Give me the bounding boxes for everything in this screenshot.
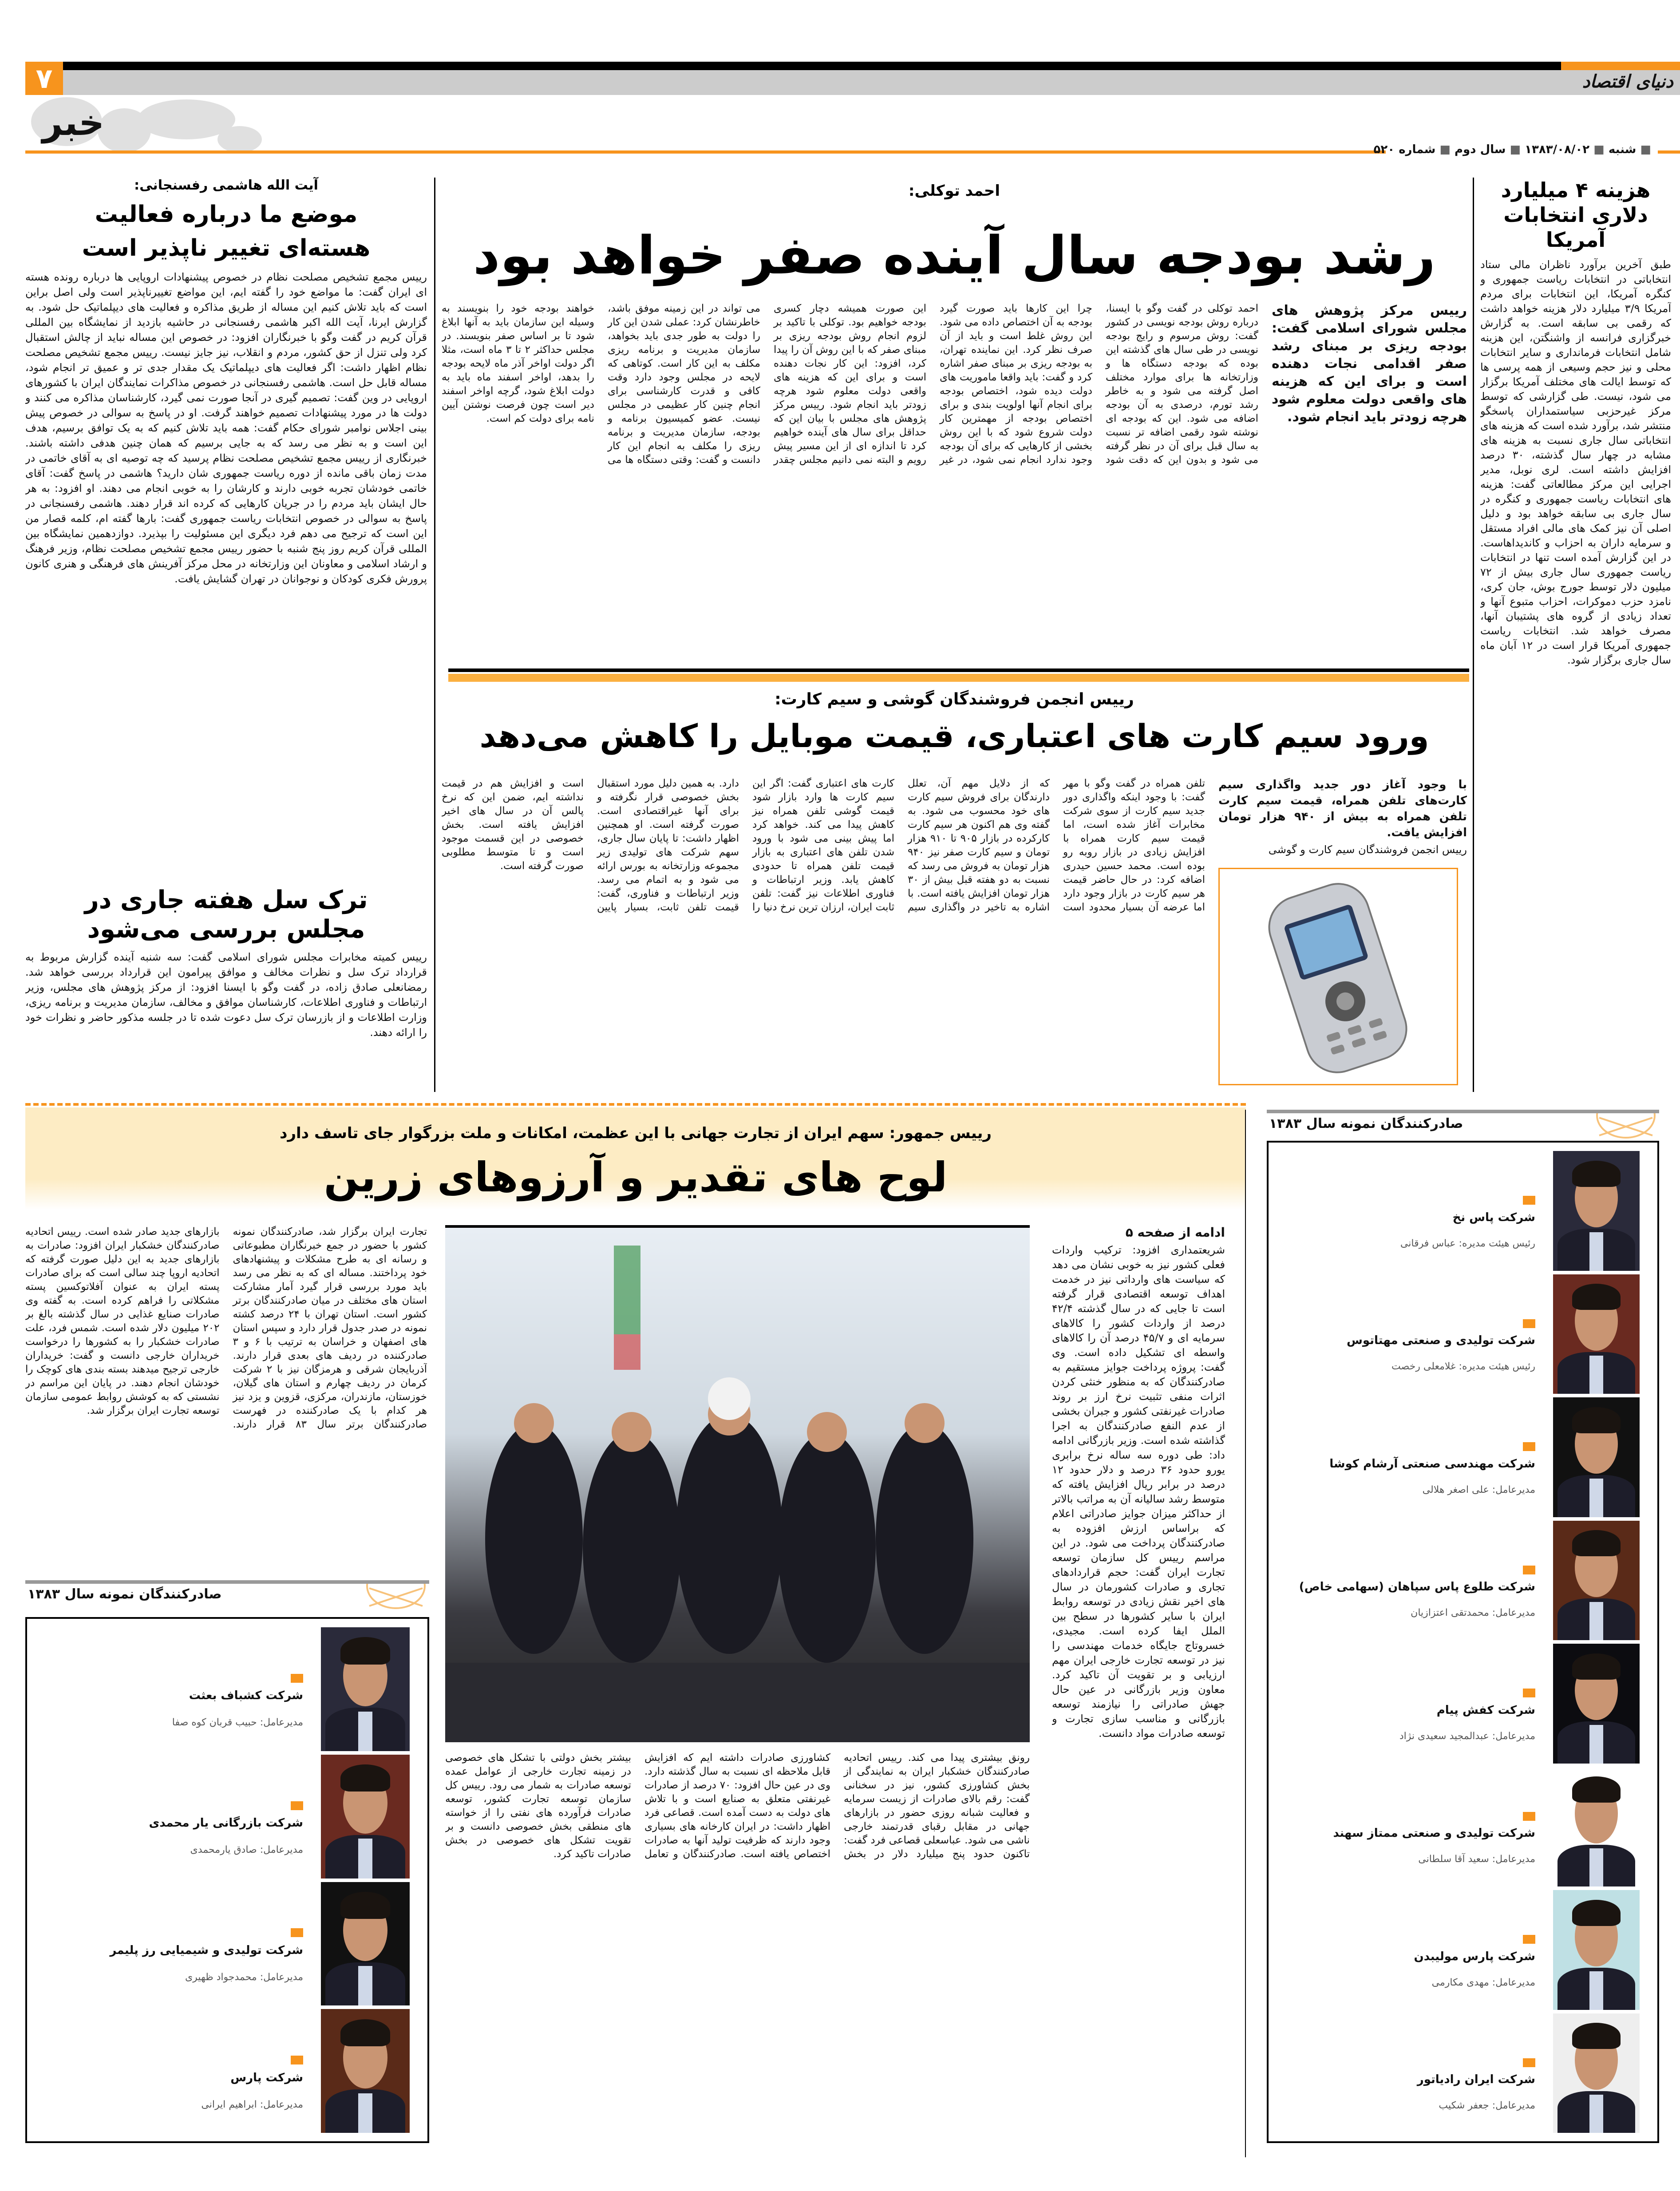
exporter-company: شرکت بازرگانی یار محمدی <box>149 1816 303 1830</box>
exporter-entry <box>36 1625 410 1753</box>
date-weekday: شنبه <box>1608 143 1637 156</box>
turkcell-body: رییس کمیته مخابرات مجلس شورای اسلامی گفت: سه شنبه آینده گزارش مربوط به قرارداد ترک سل و نظرات مخالف و موافق پیرامون این قرارداد بررسی خواهد شد. رمضانعلی صادق زاده، در گفت وگو با ایسنا افزود: از مرکز پژوهش های مجلس، وزیر ارتباطات و فناوری اطلاعات، کارشناسان موافق و مخالف، سازمان مدیریت و برنامه ریزی، وزارت اطلاعات و از بازرسان ترک سل دعوت شده تا در جلسه مذکور حاضر و نظرات خود را ارائه دهند. <box>25 951 427 1039</box>
rafsanjani-kicker: آیت الله هاشمی رفسنجانی: <box>134 178 318 193</box>
exporter-portrait <box>321 1627 410 1751</box>
mobile-phone-image <box>1218 868 1458 1085</box>
orange-bullet-icon <box>291 1801 303 1810</box>
trade-continued-label: ادامه از صفحه ۵ <box>1125 1225 1225 1240</box>
exporter-manager: مدیرعامل: علی اصغر هلالی <box>1422 1484 1535 1495</box>
exporter-portrait <box>1553 1397 1640 1517</box>
exporter-portrait <box>1553 1767 1640 1887</box>
orange-bullet-icon <box>1523 1566 1535 1574</box>
exporter-portrait <box>1553 1274 1640 1394</box>
exporters-left-box <box>25 1617 429 2143</box>
orange-bullet-icon <box>1523 1319 1535 1328</box>
exporters-right-box <box>1267 1141 1659 2143</box>
exporter-company: شرکت مهندسی صنعتی آرشام کوشا <box>1329 1457 1535 1471</box>
trade-body-left: تجارت ایران برگزار شد، صادرکنندگان نمونه کشور با حضور در جمع خبرنگاران مطبوعاتی و رسانه ای به طرح مشکلات و پیشنهادهای خود پرداختند. مساله ای که به نظر می رسد باید مورد بررسی قرار گیرد آمار مشارکت استان های مختلف در میان صادرکنندگان برتر کشور است. استان تهران با ۲۴ درصد کشته نمونه در صدر جدول قرار دارد و سپس استان های اصفهان و خراسان به ترتیب با ۶ و ۳ صادرکننده در ردیف های بعدی قرار دارند. آذربایجان شرقی و هرمزگان نیز با ۲ شرکت کرمان در ردیف چهارم و استان های گیلان، خوزستان، مازندران، مرکزی، قزوین و یزد نیز هر کدام با یک صادرکننده در فهرست صادرکنندگان برتر سال ۸۳ قرار دارند. بازارهای جدید صادر شده است. رییس اتحادیه صادرکنندگان خشکبار ایران افزود: صادرات به بازارهای جدید به این دلیل صورت گرفته که اتحادیه اروپا چند سالی است که برای صادرات پسته ایران به عنوان آفلاتوکسین پسته مشکلاتی را فراهم کرده است. به گفته وی صادرات صنایع غذایی در سال گذشته بالغ بر ۲۰۲ میلیون دلار شده است. شمس فرد، علت صادرات خشکبار را به کشورها را درخواست خریداران خارجی دانست و گفت: خریداران خارجی ترجیح میدهند بسته بندی های کوچک را خودشان انجام دهند. در پایان این مراسم در نشستی که به کوشش روابط عمومی سازمان توسعه تجارت ایران برگزار شد. <box>25 1226 427 1430</box>
date-orange-tick <box>1658 150 1680 154</box>
exporter-manager: مدیرعامل: مهدی مکارمی <box>1431 1977 1535 1988</box>
exporter-company: شرکت پارس مولیبدن <box>1414 1950 1535 1963</box>
exporter-entry <box>1277 1642 1640 1765</box>
exporter-portrait <box>1553 1890 1640 2010</box>
orange-bullet-icon <box>1523 1812 1535 1821</box>
exporter-manager: مدیرعامل: جعفر شکیب <box>1439 2100 1535 2112</box>
budget-article <box>442 182 1467 661</box>
budget-headline: رشد بودجه سال آینده صفر خواهد بود <box>473 225 1436 286</box>
header-orange-bar <box>1561 62 1680 70</box>
mobile-lede: با وجود آغاز دور جدید واگذاری سیم کارت‌های تلفن همراه، قیمت سیم کارت تلفن همراه به بیش از ۹۴۰ هزار تومان افزایش یافت. <box>1218 778 1467 839</box>
column-divider <box>1245 1110 1246 2157</box>
exporter-manager: مدیرعامل: عبدالمجید سعیدی نژاد <box>1399 1730 1535 1742</box>
exporter-manager: مدیرعامل: محمدتقی اعتزازیان <box>1411 1607 1535 1619</box>
exporter-entry <box>36 2007 410 2135</box>
column-divider <box>1473 178 1474 1092</box>
exporter-entry <box>1277 1888 1640 2012</box>
exporter-company: شرکت کفش پیام <box>1436 1703 1535 1717</box>
exporter-company: شرکت تولیدی و صنعتی ممتاز سهند <box>1333 1827 1535 1840</box>
exporter-portrait <box>1553 1644 1640 1764</box>
exporter-entry <box>1277 1273 1640 1396</box>
rafsanjani-headline: موضع ما درباره فعالیت هسته‌ای تغییر ناپذیر است <box>82 201 371 261</box>
mobile-black-rule <box>448 668 1469 672</box>
mobile-article <box>442 690 1467 1090</box>
page-number-box: ۷ <box>25 62 63 95</box>
exporter-manager: مدیرعامل: حبیب قربان کوه صفا <box>172 1717 303 1728</box>
trade-body-under: رونق بیشتری پیدا می کند. رییس اتحادیه صادرکنندگان خشکبار ایران به نمایندگی از بخش کشاورزی کشور، نیز در سخنانی گفت: رقم بالای صادرات از زیست سرمایه و فعالیت شبانه روزی حضور در بازارهای جهانی در مقابل رقبای قدرتمند خارجی ناشی می شود. عباسعلی قصاعی فرد گفت: تاکنون حدود پنج میلیارد دلار در بخش کشاورزی صادرات داشته ایم که افزایش قابل ملاحظه ای نسبت به سال گذشته دارد. وی در عین حال افزود: ۷۰ درصد از صادرات غیرنفتی متعلق به صنایع است و با تلاش های دولت به دست آمده است. قصاعی فرد اظهار داشت: در ایران کارخانه های بسیاری وجود دارند که ظرفیت تولید آنها به صادرات اختصاص یافته است. صادرکنندگان و تعامل بیشتر بخش دولتی با تشکل های خصوصی در زمینه تجارت خارجی از عوامل عمده توسعه صادرات به شمار می رود. رییس کل سازمان توسعه تجارت کشور، توسعه صادرات فرآورده های نفتی را از خواسته های منطقی بخش خصوصی دانست و بر تقویت تشکل های خصوصی در بخش صادرات تاکید کرد. <box>445 1752 1030 1860</box>
exporter-manager: رئیس هیئت مدیره: عباس فرقانی <box>1400 1238 1535 1249</box>
exporter-entry <box>1277 1765 1640 1889</box>
exporter-manager: مدیرعامل: ابراهیم ایرانی <box>201 2099 303 2110</box>
trade-banner <box>25 1107 1246 1210</box>
orange-bullet-icon <box>1523 1196 1535 1205</box>
dashed-divider <box>25 1103 1246 1106</box>
issue-number: شماره ۵۲۰ <box>1373 143 1436 156</box>
exporters-right-title: صادرکنندگان نمونه سال ۱۳۸۳ <box>1269 1116 1463 1131</box>
globe-icon <box>1595 1113 1657 1140</box>
orange-bullet-icon <box>291 1928 303 1937</box>
mobile-body: تلفن همراه در گفت وگو با مهر گفت: با وجود اینکه واگذاری دور جدید سیم کارت از سوی شرکت مخابرات آغاز شده است، اما قیمت سیم کارت همراه با افزایش زیادی در بازار روبه رو بوده است. محمد حسین حیدری اضافه کرد: در حال حاضر قیمت هر سیم کارت در بازار وجود دارد اما عرضه آن بسیار محدود است که از دلایل مهم آن، تعلل دارندگان برای فروش سیم کارت های خود محسوب می شود. به گفته وی هم اکنون هر سیم کارت کارکرده در بازار ۹۰۵ تا ۹۱۰ هزار تومان و سیم کارت صفر نیز ۹۴۰ هزار تومان به فروش می رسد که نسبت به دو هفته قبل بیش از ۳۰ هزار تومان افزایش یافته است. با اشاره به تاخیر در واگذاری سیم کارت های اعتباری گفت: اگر این سیم کارت ها وارد بازار شود قیمت گوشی تلفن همراه نیز کاهش پیدا می کند. خواهد کرد اما پیش بینی می شود با ورود شدن تلفن های اعتباری به بازار قیمت تلفن همراه تا حدودی کاهش یابد. وزیر ارتباطات و فناوری اطلاعات نیز گفت: تلفن ثابت ایران، ارزان ترین نرخ دنیا را دارد. به همین دلیل مورد استقبال بخش خصوصی قرار نگرفته و برای آنها غیراقتصادی است. صورت گرفته است. او همچنین اظهار داشت: تا پایان سال جاری، سهم شرکت های تولیدی زیر مجموعه وزارتخانه به بورس ارائه می شود و به اتمام می رسد. وزیر ارتباطات و فناوری، گفت: قیمت تلفن ثابت، بسیار پایین است و افزایش هم در قیمت نداشته ایم، ضمن این که نرخ پالس آن در سال های اخیر افزایش یافته است. بخش خصوصی در این قسمت موجود است و تا متوسط مطلوبی صورت گرفته است. <box>442 778 1205 913</box>
america-headline: هزینه ۴ میلیارد دلاری انتخابات آمریکا <box>1501 178 1651 252</box>
exporters-right-header <box>1267 1110 1659 1141</box>
section-title: خبر <box>42 102 105 143</box>
exporter-company: شرکت پاس نخ <box>1452 1210 1535 1224</box>
ceremony-photo <box>445 1225 1030 1742</box>
exporter-entry <box>1277 1519 1640 1642</box>
budget-kicker: احمد توکلی: <box>908 182 1000 200</box>
dateline: ■ شنبه ■ ۱۳۸۳/۰۸/۰۲ ■ سال دوم ■ شماره ۵۲۰ <box>1373 143 1651 156</box>
orange-bullet-icon <box>291 2056 303 2064</box>
budget-lede: رییس مرکز پژوهش های مجلس شورای اسلامی گفت: بودجه ریزی بر مبنای رشد صفر اقدامی نجات دهنده است و برای این که هزینه های واقعی دولت معلوم شود هرچه زودتر باید انجام شود. <box>1272 303 1467 425</box>
exporter-entry <box>1277 2012 1640 2135</box>
turkcell-headline: ترک سل هفته جاری در مجلس بررسی می‌شود <box>84 886 368 944</box>
exporter-manager: مدیرعامل: سعید آقا سلطانی <box>1418 1854 1535 1865</box>
orange-bullet-icon <box>1523 2058 1535 2067</box>
exporter-manager: مدیرعامل: صادق یارمحمدی <box>190 1844 303 1856</box>
exporter-portrait <box>1553 1521 1640 1641</box>
trade-headline: لوح های تقدیر و آرزوهای زرین <box>324 1154 948 1201</box>
column-divider <box>434 178 435 1092</box>
trade-body-right: شریعتمداری افزود: ترکیب واردات فعلی کشور نیز به خوبی نشان می دهد که سیاست های وارداتی نیز در خدمت اهداف توسعه اقتصادی قرار گرفته است تا جایی که در سال گذشته ۴۲/۴ درصد از واردات کشور را کالاهای سرمایه ای و ۴۵/۷ درصد آن را کالاهای واسطه ای تشکیل داده است. وی گفت: پروژه پرداخت جوایز مستقیم به صادرکنندگان که به منظور خنثی کردن اثرات منفی تثبیت نرخ ارز بر روند صادرات غیرنفتی کشور و جبران بخشی از عدم النفع صادرکنندگان به اجرا گذاشته شده است. وزیر بازرگانی ادامه داد: طی دوره سه ساله نرخ برابری یورو حدود ۳۶ درصد و دلار حدود ۱۲ درصد در برابر ریال افزایش یافته که متوسط رشد سالیانه آن به مراتب بالاتر از حداکثر میزان جوایز صادراتی اعلام که براساس ارزش افزوده به صادرکنندگان پرداخت می شود. در این مراسم رییس کل سازمان توسعه تجارت ایران گفت: حجم قراردادهای تجاری و صادرات کشورمان در سال های اخیر نقش زیادی در توسعه روابط ایران با سایر کشورها در سطح بین الملل ایفا کرده است. مجیدی، خسروتاج جایگاه خدمات مهندسی را نیز در توسعه تجارت خارجی ایران مهم ارزیابی و بر تقویت آن تاکید کرد. معاون وزیر بازرگانی در عین حال جهش صادراتی را نیازمند توسعه بازرگانی و مناسب سازی تجارت و توسعه صادرات مواد دانست. <box>1052 1244 1225 1740</box>
exporter-company: شرکت پارس <box>230 2071 303 2084</box>
exporter-portrait <box>1553 2013 1640 2133</box>
date-orange-line <box>25 150 1386 154</box>
mobile-kicker: رییس انجمن فروشندگان گوشی و سیم کارت: <box>775 690 1134 708</box>
exporter-portrait <box>321 2009 410 2133</box>
budget-body: احمد توکلی در گفت وگو با ایسنا، درباره روش بودجه نویسی در کشور گفت: روش مرسوم و رایج بودجه نویسی در طی سال های گذشته این بوده که بودجه دستگاه ها و وزارتخانه ها برای موارد مختلف اصل گرفته می شود و به خاطر رشد تورم، درصدی به آن بودجه اضافه می شود. این که بودجه ای نوشته شود رقمی اضافه تر نسبت به سال قبل برای آن در نظر گرفته می شود و بدون این که دقت شود چرا این کارها باید صورت گیرد بودجه به آن اختصاص داده می شود. این روش غلط است و باید از آن صرف نظر کرد. این نماینده تهران، به بودجه ریزی بر مبنای صفر اشاره کرد و گفت: باید واقعا ماموریت های دولت دیده شود، اختصاص بودجه برای انجام آنها اولویت بندی و برای اختصاص بودجه از مهمترین کار دولت شروع شود که با این روش بخشی از کارهایی که برای آن بودجه وجود ندارد انجام نمی شود، در غیر این صورت همیشه دچار کسری بودجه خواهیم بود. توکلی با تاکید بر لزوم انجام روش بودجه ریزی بر مبنای صفر که با این روش آن را پیدا کرد، افزود: این کار نجات دهنده است و برای این که هزینه های واقعی دولت معلوم شود هرچه زودتر باید انجام شود. رییس مرکز پژوهش های مجلس با بیان این که حداقل برای سال های آینده خواهیم کرد تا اندازه ای از این مسیر پیش رویم و البته نمی دانیم مجلس چقدر می تواند در این زمینه موفق باشد، خاطرنشان کرد: عملی شدن این کار را دولت به طور جدی باید بخواهد، سازمان مدیریت و برنامه ریزی مکلف به این کار است. کوتاهی که لایحه در مجلس وجود دارد وقت کافی و قدرت کارشناسی برای انجام چنین کار عظیمی در مجلس نیست. عضو کمیسیون برنامه و بودجه، سازمان مدیریت و برنامه ریزی را مکلف به انجام این کار دانست و گفت: وقتی دستگاه ها می خواهند بودجه خود را بنویسند به وسیله این سازمان باید به آنها ابلاغ شود تا بر اساس صفر بنویسند. در مجلس حداکثر ۲ تا ۳ ماه است، مثلا اگر دولت اواخر آذر ماه لایحه بودجه را بدهد، اواخر اسفند ماه باید به دولت ابلاغ شود، گرچه اواخر اسفند دیر است چون فرصت نوشتن آیین نامه برای دولت کم است. <box>442 303 1258 466</box>
rafsanjani-article <box>25 178 427 879</box>
exporter-company: شرکت ایران رادیاتور <box>1417 2073 1535 2087</box>
exporter-company: شرکت طلوع پاس سپاهان (سهامی خاص) <box>1299 1580 1535 1594</box>
header-gray-band <box>63 70 1680 95</box>
orange-bullet-icon <box>1523 1935 1535 1944</box>
exporter-company: شرکت کشباف بعثت <box>189 1689 303 1703</box>
exporter-entry <box>36 1753 410 1880</box>
turkcell-article <box>25 886 427 1094</box>
trade-kicker: رییس جمهور: سهم ایران از تجارت جهانی با این عظمت، امکانات و ملت بزرگوار جای تاسف دارد <box>280 1124 992 1142</box>
exporter-manager: رئیس هیئت مدیره: غلامعلی رخصت <box>1391 1361 1535 1372</box>
date-value: ۱۳۸۳/۰۸/۰۲ <box>1525 143 1590 156</box>
exporters-left-title: صادرکنندگان نمونه سال ۱۳۸۳ <box>28 1586 222 1602</box>
rafsanjani-body: رییس مجمع تشخیص مصلحت نظام در خصوص پیشنهادات اروپایی ها درباره رونده هسته ای ایران گفت: ما مواضع خود را گفته ایم، این مواضع تغییرناپذیر است ولی اصل براین است که باید تلاش کنیم این مساله از طریق مذاکره و فعالیت های دیپلماتیک حل شود. به گزارش ایرنا، آیت الله اکبر هاشمی رفسنجانی در حاشیه بازدید از نمایشگاه بین المللی قرآن کریم در گفت وگو با خبرنگاران افزود: در خصوص این مساله نباید از چالش استقبال کرد ولی تنزل از حق کشور، مردم و انقلاب، نیز جایز نیست. رییس مجمع تشخیص مصلحت نظام اظهار داشت: اگر فعالیت های دیپلماتیک یک مقدار جدی تر و عمیق تر انجام شود، مساله قابل حل است. هاشمی رفسنجانی در خصوص مذاکرات نمایندگان ایران با کشورهای اروپایی در وین گفت: تصمیم گیری در آنجا صورت نمی گیرد، کارشناسان مذاکره می کنند و دولت ها در مورد پیشنهادات تصمیم خواهند گرفت. او در پاسخ به سوالی در خصوص پیش بینی اجلاس نوامبر شورای حکام گفت: همه باید تلاش کنیم که به یک توافق برسیم، هدف این است و به نظر می رسد که به جایی برسیم که همان چنین هدفی داشته باشند. خبرنگاری از رییس مجمع تشخیص مصلحت نظام پرسید که چه توصیه ای به آقای خاتمی در مدت زمان باقی مانده از دوره ریاست جمهوری شان دارید؟ هاشمی در پاسخ گفت: آقای خاتمی خودشان تجربه خوبی دارند و کارشان را به خوبی انجام می دهند. او افزود: به هر حال ایشان باید مردم را در جریان کارهایی که کرده اند قرار دهند. هاشمی رفسنجانی در پاسخ به سوالی در خصوص انتخابات ریاست جمهوری گفت: بارها گفته ام، کلمه قصار من این است که ترجیح می دهم فرد دیگری این مسئولیت را بپذیرد. دوازدهمین نمایشگاه بین المللی قرآن کریم روز پنج شنبه با حضور رییس مجمع تشخیص مصلحت نظام، وزیر فرهنگ و ارشاد اسلامی و معاونان این وزارتخانه در محل مرکز آفرینش های فرهنگی و هنری کانون پرورش فکری کودکان و نوجوانان در تهران گشایش یافت. <box>25 271 427 585</box>
exporter-entry <box>1277 1149 1640 1273</box>
america-body: طبق آخرین برآورد ناظران مالی ستاد انتخاباتی در انتخابات ریاست جمهوری و کنگره آمریکا، این انتخابات برای مردم آمریکا ۳/۹ میلیارد دلار هزینه خواهد داشت که رقمی بی سابقه است. به گزارش خبرگزاری فرانسه از واشنگتن، این هزینه شامل انتخابات فرمانداری و سایر انتخابات محلی و نیز حجم وسیعی از همه پرسی ها که توسط ایالت های مختلف آمریکا برگزار می شود، نیست. طی گزارشی که توسط مرکز غیرحزبی سیاستمداران پاسخگو منتشر شد، برآورد شده است که هزینه های انتخاباتی سال جاری نسبت به هزینه های مشابه در چهار سال گذشته، ۳۰ درصد افزایش داشته است. لری نوبل، مدیر اجرایی این مرکز مطالعاتی گفت: هزینه های انتخابات ریاست جمهوری و کنگره در سال جاری بی سابقه خواهد بود و دلیل اصلی آن نیز کمک های مالی افراد مستقل و سرمایه داران به احزاب و کاندیداهاست. در این گزارش آمده است تنها در انتخابات ریاست جمهوری سال جاری بیش از ۷۲ میلیون دلار توسط جورج بوش، جان کری، نامزد حزب دموکرات، احزاب متبوع آنها و تعداد زیادی از گروه های پشتیبان آنها، مصرف خواهد شد. انتخابات ریاست جمهوری آمریکا قرار است در ۱۲ آبان ماه سال جاری برگزار شود. <box>1480 258 1671 666</box>
orange-bullet-icon <box>1523 1689 1535 1697</box>
exporter-manager: مدیرعامل: محمدجواد ظهیری <box>185 1971 303 1983</box>
exporter-company: شرکت تولیدی و شیمیایی رز پلیمر <box>110 1943 303 1957</box>
exporter-portrait <box>1553 1151 1640 1271</box>
orange-bullet-icon <box>291 1674 303 1683</box>
newspaper-logo: دنیای اقتصاد <box>1582 71 1673 92</box>
exporter-company: شرکت تولیدی و صنعتی مهتاتوس <box>1347 1334 1535 1348</box>
exporter-portrait <box>321 1755 410 1879</box>
volume: سال دوم <box>1454 143 1506 156</box>
exporters-left-header <box>25 1580 429 1616</box>
globe-icon <box>365 1584 427 1610</box>
america-article <box>1480 178 1671 1092</box>
exporter-entry <box>1277 1396 1640 1519</box>
mobile-orange-band <box>448 674 1469 682</box>
exporter-portrait <box>321 1882 410 2006</box>
exporter-entry <box>36 1880 410 2008</box>
orange-bullet-icon <box>1523 1442 1535 1451</box>
mobile-headline: ورود سیم کارت های اعتباری، قیمت موبایل را کاهش می‌دهد <box>479 717 1429 755</box>
mobile-lede-source: رییس انجمن فروشندگان سیم کارت و گوشی <box>1268 843 1467 856</box>
header-black-bar <box>63 62 1561 70</box>
